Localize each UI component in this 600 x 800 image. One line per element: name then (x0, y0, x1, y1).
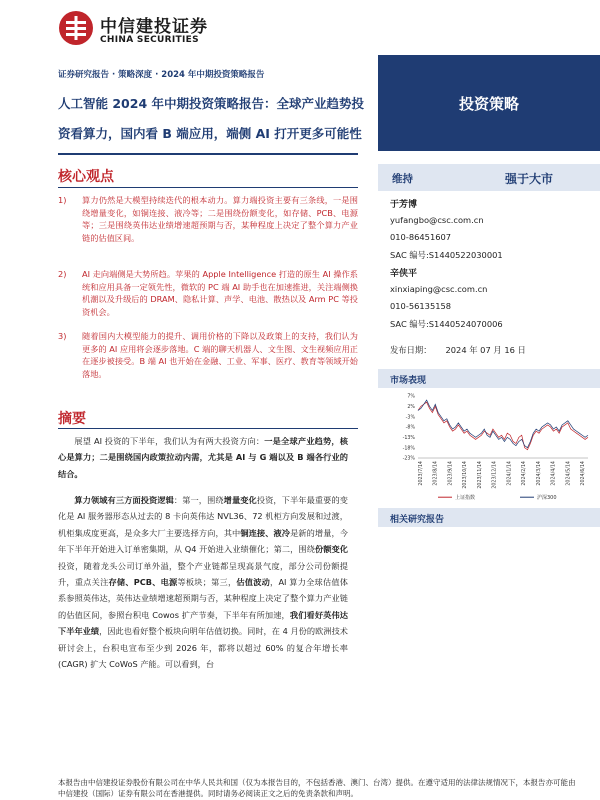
text-run: 投资，随着龙头公司订单外溢，整个产业链都呈现高景气度，部分公司份额提升，重点关注 (58, 560, 348, 588)
analyst-sac: SAC 编号:S1440524070006 (390, 319, 503, 329)
core-section-divider (58, 187, 358, 188)
y-tick-label: -18% (402, 446, 415, 452)
core-point-text: AI 走向端侧是大势所趋。苹果的 Apple Intelligence 打造的原生 AI 操作系统和应用具备一定领先性，微软的 PC 端 AI 助手也在加速推进，关注端侧换机潮以及升级后的 DRAM、隐私计算、声学、电池、散热以及 Arm PC 等投资机会。 (82, 269, 358, 317)
text-run-bold: 估值波动 (236, 577, 271, 588)
y-tick-label: 2% (407, 404, 415, 410)
abstract-section-title: 摘要 (58, 411, 86, 427)
text-run-bold: 铜连接、液冷 (240, 527, 291, 538)
market-title: 市场表现 (390, 376, 427, 386)
x-tick-label: 2023/7/14 (419, 461, 424, 486)
x-tick-label: 2024/6/14 (581, 461, 586, 486)
core-point-number: 3) (58, 331, 67, 341)
logo-wordmark-en: CHINA SECURITIES (100, 35, 199, 45)
text-run: ，因此也看好整个板块向明年估值切换。同时，在 4 月份的欧洲技术研讨会上，台积电宣布至少到 2026 年，都将以超过 60% 的复合年增长率 (CAGR) 扩大 CoWoS 产能。可以看到，台 (58, 626, 348, 670)
core-section-title: 核心观点 (58, 169, 114, 185)
rating-label: 维持 (392, 173, 413, 185)
title-divider (58, 153, 358, 155)
publish-date (390, 344, 526, 356)
x-tick-label: 2024/3/14 (536, 461, 542, 486)
text-run-bold: 算力领域有三方面投资逻辑 (74, 495, 174, 505)
analyst-name: 辛侠平 (390, 269, 418, 279)
core-point-3 (58, 330, 358, 380)
core-point-text: 随着国内大模型能力的提升、调用价格的下降以及政策上的支持，我们认为更多的 AI 应用将会逐步落地。C 端的聊天机器人、文生图、文生视频应用正在逐步被接受。B 端 AI 也开始在金融、工业、军事、医疗、教育等领域开始落地。 (82, 331, 358, 379)
analyst-name: 于芳博 (390, 200, 418, 210)
analyst-phone: 010-86451607 (390, 232, 452, 242)
report-title-line-2: 资看算力，国内看 B 端应用，端侧 AI 打开更多可能性 (58, 126, 362, 141)
x-tick-label: 2023/11/14 (477, 461, 483, 489)
core-point-number: 2) (58, 269, 67, 279)
abstract-section-divider (58, 428, 358, 429)
x-tick-label: 2023/10/14 (463, 461, 469, 489)
text-run: 等板块；第三， (177, 577, 237, 588)
y-tick-label: 7% (407, 394, 415, 400)
core-point-text: 算力仍然是大模型持续迭代的根本动力。算力端投资主要有三条线，一是围绕增量变化，如铜连接、液冷等；二是围绕份额变化，如存储、PCB、电源等；三是围绕英伟达业绩增速超预期与否，某种程度上决定了整个算力产业链的估值区间。 (82, 195, 358, 243)
category-banner-label: 投资策略 (458, 94, 519, 113)
text-run-bold: 我们看好英伟达下半年业绩 (58, 609, 348, 637)
x-tick-label: 2023/8/14 (433, 461, 439, 486)
y-tick-label: -23% (402, 456, 415, 462)
china-securities-logo-icon (58, 10, 94, 46)
market-performance-chart (388, 388, 593, 504)
series-line (418, 402, 588, 450)
core-point-2 (58, 268, 358, 318)
text-run-bold: 增量变化 (223, 495, 257, 505)
text-run: 是新的增量，今年下半年开始进入订单密集期，从 Q4 开始进入业绩催化；第二，围绕 (58, 527, 348, 555)
y-tick-label: -8% (405, 425, 415, 431)
legend-label: 沪深300 (537, 495, 557, 501)
text-run-bold: 一是全球产业趋势，核心是算力；二是围绕国内政策拉动内需，尤其是 AI 与 G 端以及 B 端各行业的结合。 (58, 436, 348, 479)
publish-date-label: 发布日期： (390, 345, 432, 355)
analyst-email[interactable]: xinxiaping@csc.com.cn (390, 284, 488, 294)
y-tick-label: -3% (405, 415, 415, 421)
x-tick-label: 2024/5/14 (566, 461, 572, 486)
text-run: 展望 AI 投资的下半年，我们认为有两大投资方向： (74, 436, 265, 446)
abstract-paragraph-2 (58, 492, 348, 672)
analyst-email[interactable]: yufangbo@csc.com.cn (390, 215, 484, 225)
breadcrumb: 证券研究报告 · 策略深度 · 2024 年中期投资策略报告 (58, 70, 265, 80)
x-tick-label: 2024/2/14 (522, 461, 528, 486)
text-run-bold: 份额变化 (314, 544, 348, 555)
core-point-number: 1) (58, 195, 67, 205)
analyst-sac: SAC 编号:S1440522030001 (390, 250, 503, 260)
text-run: 投资，下半年最重要的变化是 AI 服务器形态从过去的 8 卡向英伟达 NVL36、72 机柜方向发展和过渡，机柜集成度更高，是众多大厂主要选择方向，其中 (58, 495, 348, 538)
x-tick-label: 2024/1/14 (507, 461, 513, 486)
x-tick-label: 2024/4/14 (551, 461, 557, 486)
logo-wordmark-cn: 中信建投证券 (100, 17, 208, 37)
text-run: ，AI 算力全球估值体系参照英伟达，英伟达业绩增速超预期与否，某种程度上决定了整个算力产业链的估值区间，参照台积电 Cowos 扩产节奏，下半年有所加速， (58, 577, 348, 620)
legend-label: 上证指数 (455, 495, 476, 501)
analyst-phone: 010-56135158 (390, 301, 452, 311)
rating-value: 强于大市 (505, 172, 554, 186)
y-tick-label: -13% (402, 435, 415, 441)
core-point-1 (58, 194, 358, 244)
text-run: ：第一，围绕 (173, 495, 224, 505)
x-tick-label: 2023/12/14 (492, 461, 498, 489)
abstract-paragraph-1 (58, 433, 348, 482)
report-title-line-1: 人工智能 2024 年中期投资策略报告：全球产业趋势投 (58, 96, 364, 111)
footer-disclaimer: 本报告由中信建投证券股份有限公司在中华人民共和国（仅为本报告目的，不包括香港、澳门、台湾）提供。在遵守适用的法律法规情况下，本报告亦可能由中信建投（国际）证券有限公司在香港提供。同时请务必阅读正文之后的免责条款和声明。 (58, 778, 576, 798)
x-tick-label: 2023/9/14 (448, 461, 454, 486)
text-run-bold: 存储、PCB、电源 (108, 577, 178, 588)
related-title: 相关研究报告 (390, 515, 445, 525)
series-line (418, 400, 588, 448)
publish-date-value: 2024 年 07 月 16 日 (445, 345, 526, 355)
